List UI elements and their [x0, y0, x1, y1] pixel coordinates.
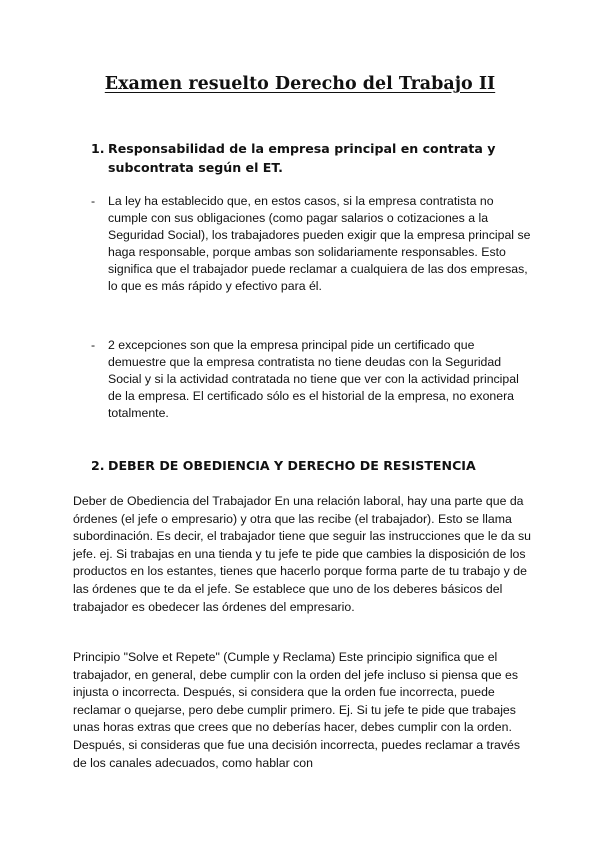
- section-1-number: 1.: [91, 141, 105, 156]
- section-2-title: DEBER DE OBEDIENCIA Y DERECHO DE RESISTENCIA: [108, 458, 476, 473]
- section-1-title: Responsabilidad de la empresa principal en contrata y subcontrata según el ET.: [108, 141, 496, 175]
- paragraph: Principio "Solve et Repete" (Cumple y Reclama) Este principio significa que el trabajador, en general, debe cumplir con la orden del jefe incluso si piensa que es injusta o incorrecta. Después, si considera que la orden fue incorrecta, puede reclamar o quejarse, pero debe cumplir primero. Ej. Si tu jefe te pide que trabajes unas horas extras que crees que no deberías hacer, debes cumplir con la orden. Después, si consideras que fue una decisión incorrecta, puedes reclamar a través de los canales adecuados, como hablar con: [73, 650, 521, 770]
- paragraph: Deber de Obediencia del Trabajador En una relación laboral, hay una parte que da órdenes (el jefe o empresario) y otra que las recibe (el trabajador). Esto se llama subordinación. Es decir, el trabajador tiene que seguir las instrucciones que le da su jefe. ej. Si trabajas en una tienda y tu jefe te pide que cambies la disposición de los productos en los estantes, tienes que hacerlo porque forma parte de tu trabajo y de las órdenes que te da el jefe. Se establece que uno de los deberes básicos del trabajador es obedecer las órdenes del empresario.: [73, 494, 531, 614]
- section-1-heading: [91, 139, 511, 177]
- section-2-number: 2.: [91, 458, 105, 473]
- document-title: Examen resuelto Derecho del Trabajo II: [104, 74, 496, 94]
- bullet-text: La ley ha establecido que, en estos casos, si la empresa contratista no cumple con sus obligaciones (como pagar salarios o cotizaciones a la Seguridad Social), los trabajadores pueden exigir que la empresa principal se haga responsable, porque ambas son solidariamente responsables. Esto significa que el trabajador puede reclamar a cualquiera de las dos empresas, lo que es más rápido y efectivo para él.: [108, 194, 531, 293]
- bullet-text: 2 excepciones son que la empresa principal pide un certificado que demuestre que la empresa contratista no tiene deudas con la Seguridad Social y si la actividad contratada no tiene que ver con la actividad principal de la empresa. El certificado sólo es el historial de la empresa, no exonera totalmente.: [108, 338, 519, 420]
- bullet-item: [91, 337, 531, 422]
- bullet-item: [91, 193, 531, 295]
- section-2-heading: [91, 456, 511, 475]
- bullet-marker: -: [91, 338, 96, 352]
- bullet-marker: -: [91, 194, 96, 208]
